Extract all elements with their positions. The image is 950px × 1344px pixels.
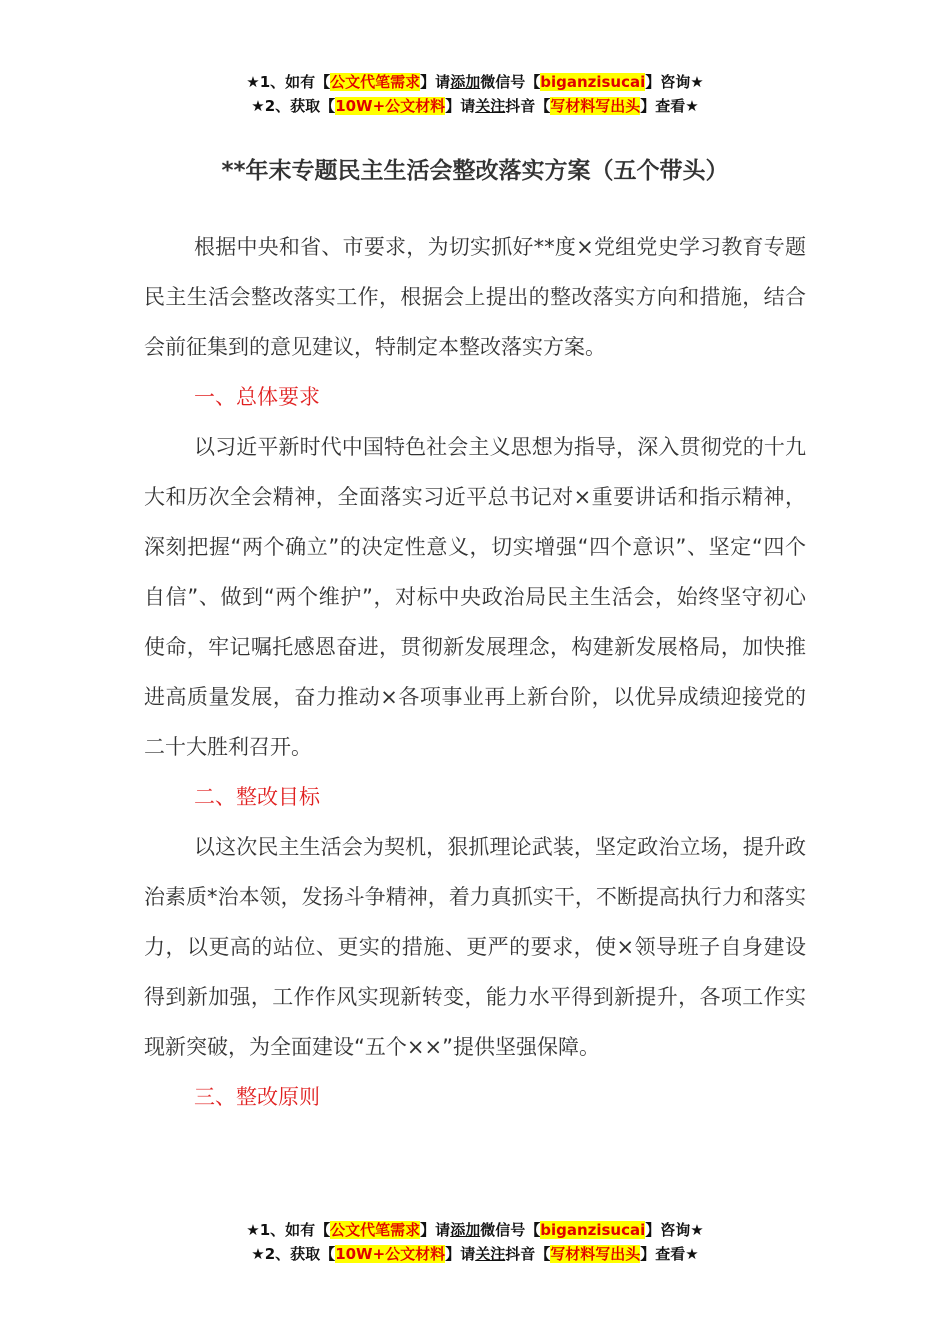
banner-underline: 添加	[450, 1221, 481, 1239]
banner-text: 抖音【	[505, 1245, 551, 1263]
banner-highlight: 公文代笔需求	[330, 1221, 421, 1239]
banner-line-1	[0, 1218, 950, 1242]
banner-highlight: 10W+公文材料	[335, 1245, 446, 1263]
banner-highlight: 写材料写出头	[550, 1245, 641, 1263]
banner-text: 微信号【	[480, 1221, 541, 1239]
banner-text: 】查看★	[640, 1245, 699, 1263]
banner-text: 】咨询★	[645, 1221, 704, 1239]
banner-text: 】查看★	[640, 97, 699, 115]
banner-highlight: 10W+公文材料	[335, 97, 446, 115]
banner-text: ★2、获取【	[251, 1245, 336, 1263]
intro-paragraph: 根据中央和省、市要求，为切实抓好**度×党组党史学习教育专题民主生活会整改落实工作，根据会上提出的整改落实方向和措施，结合会前征集到的意见建议，特制定本整改落实方案。	[144, 235, 806, 359]
banner-text: 微信号【	[480, 73, 541, 91]
banner-text: 】请	[420, 1221, 451, 1239]
banner-highlight: 写材料写出头	[550, 97, 641, 115]
banner-text: ★1、如有【	[246, 73, 331, 91]
banner-text: ★2、获取【	[251, 97, 336, 115]
section-heading-overall: 一、总体要求	[194, 385, 320, 409]
banner-text: 抖音【	[505, 97, 551, 115]
banner-line-2	[0, 94, 950, 118]
banner-text: 】请	[420, 73, 451, 91]
banner-text: 】咨询★	[645, 73, 704, 91]
overall-requirements-paragraph: 以习近平新时代中国特色社会主义思想为指导，深入贯彻党的十九大和历次全会精神，全面落实习近平总书记对×重要讲话和指示精神，深刻把握“两个确立”的决定性意义，切实增强“四个意识”、坚定“四个自信”、做到“两个维护”，对标中央政治局民主生活会，始终坚守初心使命，牢记嘱托感恩奋进，贯彻新发展理念，构建新发展格局，加快推进高质量发展，奋力推动×各项事业再上新台阶，以优异成绩迎接党的二十大胜利召开。	[144, 435, 806, 759]
section-heading-goals: 二、整改目标	[194, 785, 320, 809]
banner-line-2	[0, 1242, 950, 1266]
banner-highlight: biganzisucai	[540, 73, 646, 91]
banner-underline: 关注	[475, 97, 506, 115]
banner-line-1	[0, 70, 950, 94]
footer-banner	[0, 1218, 950, 1266]
banner-underline: 添加	[450, 73, 481, 91]
section-heading-principles: 三、整改原则	[194, 1085, 320, 1109]
banner-text: 】请	[445, 97, 476, 115]
banner-highlight: biganzisucai	[540, 1221, 646, 1239]
banner-text: ★1、如有【	[246, 1221, 331, 1239]
banner-text: 】请	[445, 1245, 476, 1263]
document-body	[144, 222, 806, 1122]
banner-highlight: 公文代笔需求	[330, 73, 421, 91]
document-title: **年末专题民主生活会整改落实方案（五个带头）	[221, 158, 729, 184]
banner-underline: 关注	[475, 1245, 506, 1263]
header-banner	[0, 70, 950, 118]
goals-paragraph: 以这次民主生活会为契机，狠抓理论武装，坚定政治立场，提升政治素质*治本领，发扬斗争精神，着力真抓实干，不断提高执行力和落实力，以更高的站位、更实的措施、更严的要求，使×领导班子自身建设得到新加强，工作作风实现新转变，能力水平得到新提升，各项工作实现新突破，为全面建设“五个××”提供坚强保障。	[144, 835, 806, 1059]
